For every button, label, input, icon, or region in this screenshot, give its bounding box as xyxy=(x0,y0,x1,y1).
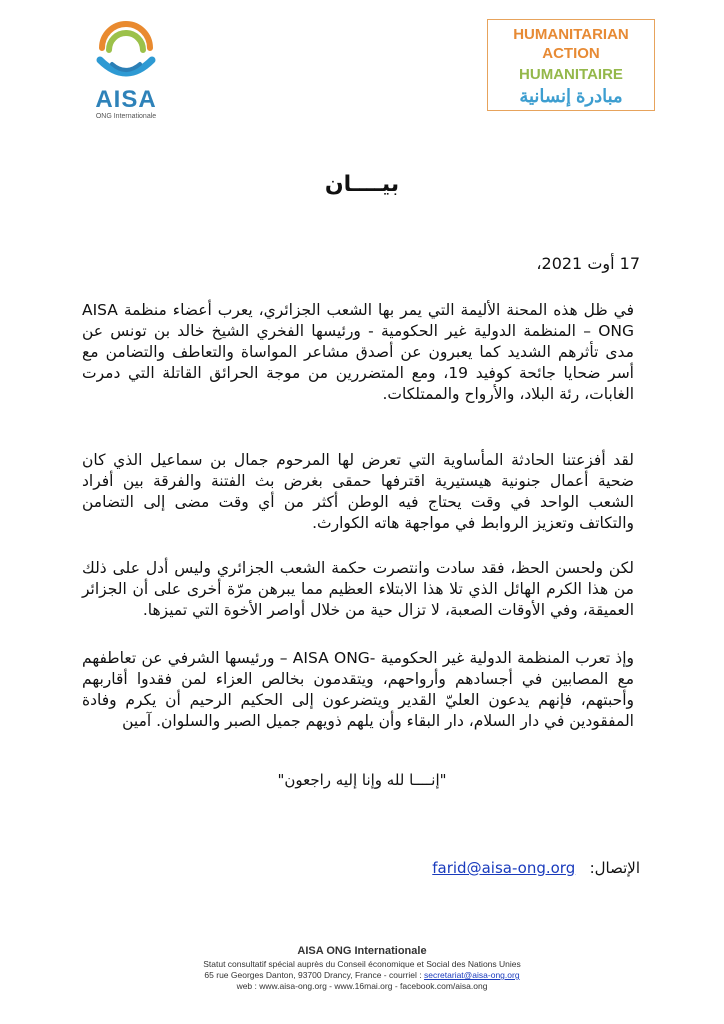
aisa-rings-icon xyxy=(88,10,164,86)
footer-address-line xyxy=(0,970,724,981)
logo-name: AISA xyxy=(95,86,157,113)
paragraph-4: وإذ تعرب المنظمة الدولية غير الحكومية -AISA ONG – ورئيسها الشرفي عن تعاطفهم مع المصابين في أجسادهم وأرواحهم، ويتقدمون بخالص العزاء لمن فقدوا أقاربهم وأحبتهم، فإنهم يدعون العليّ القدير ويتضرعون إلى الحكيم الرحيم أن يكرم وفادة المفقودين في دار السلام، دار البقاء وأن يلهم ذويهم جميل الصبر والسلوان. آمين xyxy=(82,649,634,730)
badge-line-1: HUMANITARIAN xyxy=(513,26,629,43)
contact-line xyxy=(432,859,640,877)
paragraph-2: لقد أفزعتنا الحادثة المأساوية التي تعرض لها المرحوم جمال بن سماعيل الذي كان ضحية أعمال جنونية هيستيرية اقترفها حمقى بغرض بث الفتنة والفرقة بين أفراد الشعب الواحد في وقت يحتاج فيه الوطن أكثر من أي وقت مضى إلى التضامن والتكاتف وتعزيز الروابط في مواجهة هاته الكوارث. xyxy=(82,451,634,532)
badge-line-3: HUMANITAIRE xyxy=(519,66,623,83)
logo-subtitle: ONG Internationale xyxy=(95,113,157,120)
footer-email-link[interactable]: secretariat@aisa-ong.org xyxy=(423,970,520,980)
closing-quote: "إنــــا لله وإنا إليه راجعون" xyxy=(277,771,447,789)
humanitarian-action-badge xyxy=(487,19,655,111)
footer-org-name: AISA ONG Internationale xyxy=(297,945,427,957)
statement-date: 17 أوت 2021، xyxy=(536,254,640,273)
page-footer xyxy=(0,944,724,992)
contact-label: الإتصال: xyxy=(589,859,640,877)
statement-title: بيــــان xyxy=(324,172,400,197)
contact-email-link[interactable]: farid@aisa-ong.org xyxy=(432,859,576,877)
paragraph-3: لكن ولحسن الحظ، فقد سادت وانتصرت حكمة الشعب الجزائري وليس أدل على ذلك من هذا الكرم الهائل الذي تلا هذا الابتلاء العظيم مما يبرهن مرّة أخرى على أن الجزائر العميقة، وفي الأوقات الصعبة، لا تزال حية من خلال أواصر الأخوة التي تميزها. xyxy=(82,559,634,619)
footer-address: 65 rue Georges Danton, 93700 Drancy, France - courriel : xyxy=(204,970,422,980)
paragraph-1: في ظل هذه المحنة الأليمة التي يمر بها الشعب الجزائري، يعرب أعضاء منظمة AISA ONG – المنظمة الدولية غير الحكومية - ورئيسها الفخري الشيخ خالد بن تونس عن مدى تأثرهم الشديد كما يعبرون عن أصدق مشاعر المواساة والتعاطف والتضامن مع أسر ضحايا جائحة كوفيد 19، ومع المتضررين من موجة الحرائق القاتلة التي دمرت الغابات، رئة البلاد، والأرواح والممتلكات. xyxy=(82,301,634,403)
badge-line-4-arabic: مبادرة إنسانية xyxy=(519,86,623,106)
footer-web-line: web : www.aisa-ong.org - www.16mai.org - facebook.com/aisa.ong xyxy=(236,981,488,991)
footer-status-line: Statut consultatif spécial auprès du Conseil économique et Social des Nations Unies xyxy=(203,959,521,969)
badge-line-2: ACTION xyxy=(542,45,600,62)
aisa-logo xyxy=(78,10,174,120)
